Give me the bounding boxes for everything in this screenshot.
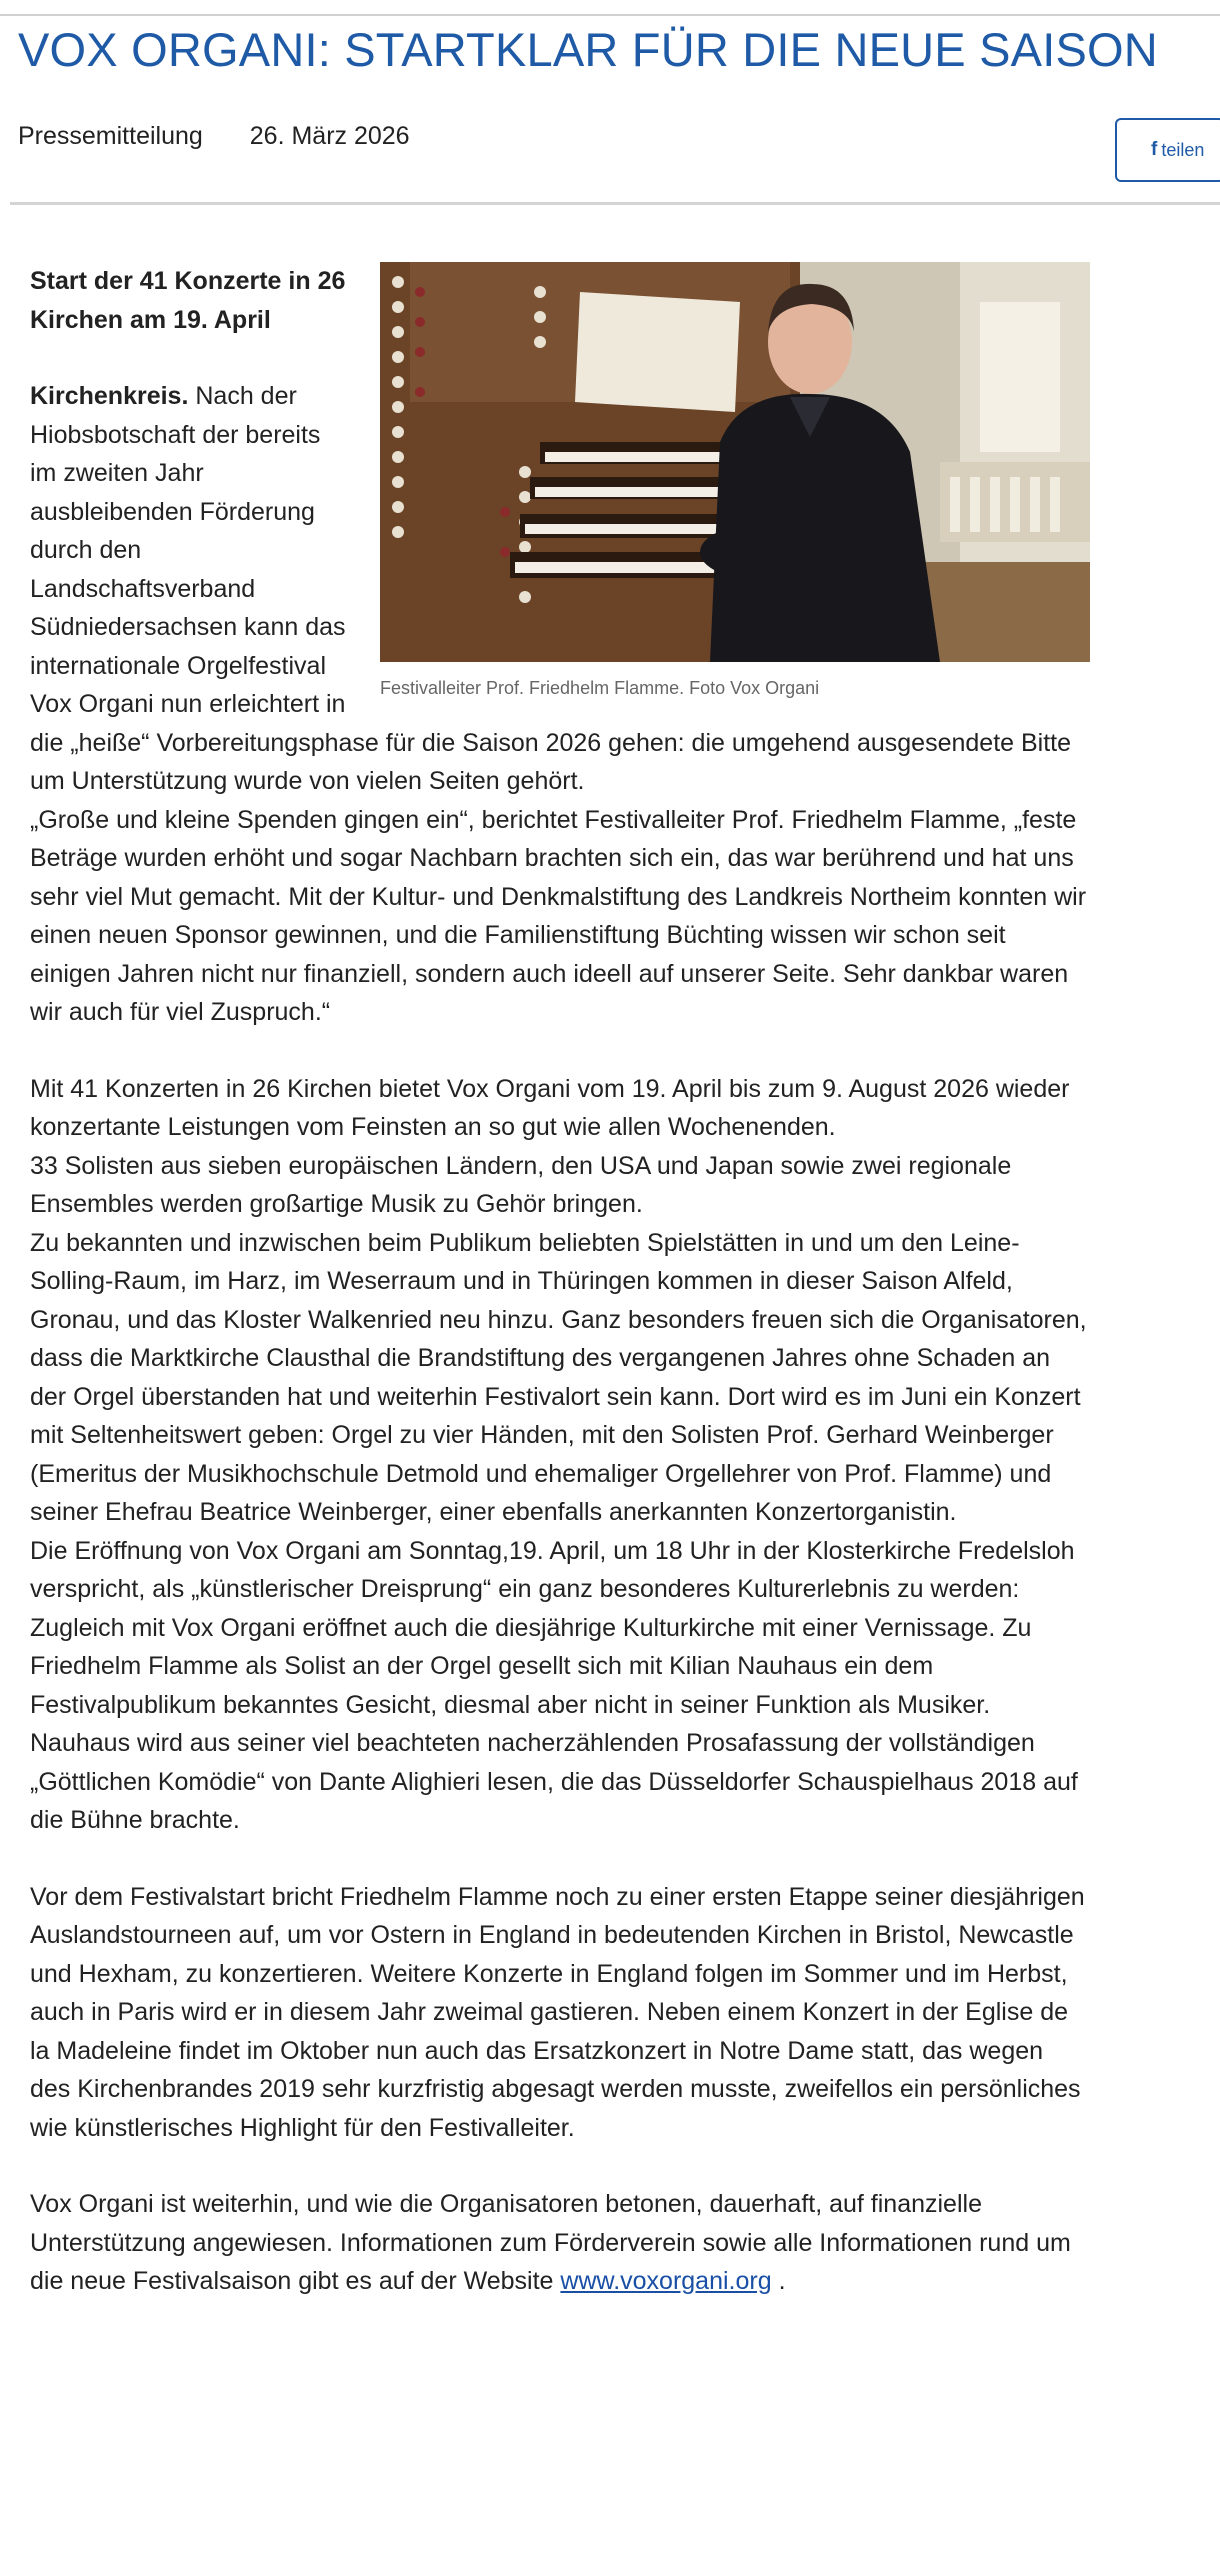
organist-photo xyxy=(380,262,1090,662)
paragraph-7: Vor dem Festivalstart bricht Friedhelm Flamme noch zu einer ersten Etappe seiner diesjährigen Auslandstourneen auf, um vor Ostern in England in bedeutenden Kirchen in Bristol, Newcastle und Hexham, zu konzertieren. Weitere Konzerte in England folgen im Sommer und im Herbst, auch in Paris wird er in diesem Jahr zweimal gastieren. Neben einem Konzert in der Eglise de la Madeleine findet im Oktober nun auch das Ersatzkonzert in Notre Dame statt, das wegen des Kirchenbrandes 2019 sehr kurzfristig abgesagt werden musste, zweifellos ein persönliches wie künstlerisches Highlight für den Festivalleiter. xyxy=(30,1882,1085,2142)
paragraph-8-text: Vox Organi ist weiterhin, und wie die Organisatoren betonen, dauerhaft, auf finanzielle Unterstützung angewiesen. Informationen zum Förderverein sowie alle Informationen rund um die neue Festivalsaison gibt es auf der Website xyxy=(30,2190,1071,2295)
article-lead: Start der 41 Konzerte in 26 Kirchen am 19. April xyxy=(30,267,346,334)
facebook-icon: f xyxy=(1151,139,1158,160)
page-title: VOX ORGANI: STARTKLAR FÜR DIE NEUE SAISON xyxy=(18,23,1158,76)
article-category: Pressemitteilung xyxy=(18,122,203,150)
article-date: 26. März 2026 xyxy=(249,122,410,150)
paragraph-8 xyxy=(30,2185,1090,2301)
paragraph-5: Zu bekannten und inzwischen beim Publikum beliebten Spielstätten in und um den Leine-Solling-Raum, im Harz, im Weserraum und in Thüringen kommen in dieser Saison Alfeld, Gronau, und das Kloster Walkenried neu hinzu. Ganz besonders freuen sich die Organisatoren, dass die Marktkirche Clausthal die Brandstiftung des vergangenen Jahres ohne Schaden an der Orgel überstanden hat und weiterhin Festivalort sein kann. Dort wird es im Juni ein Konzert mit Seltenheitswert geben: Orgel zu vier Händen, mit den Solisten Prof. Gerhard Weinberger (Emeritus der Musikhochschule Detmold und ehemaliger Orgellehrer von Prof. Flamme) und seiner Ehefrau Beatrice Weinberger, einer ebenfalls anerkannten Konzertorganistin. xyxy=(30,1228,1087,1526)
article-meta xyxy=(18,122,410,151)
paragraph-2: „Große und kleine Spenden gingen ein“, berichtet Festivalleiter Prof. Friedhelm Flamme, „feste Beträge wurden erhöht und sogar Nachbarn brachten sich ein, das war berührend und hat uns sehr viel Mut gemacht. Mit der Kultur- und Denkmalstiftung des Landkreis Northeim konnten wir einen neuen Sponsor gewinnen, und die Familienstiftung Büchting wissen wir schon seit einigen Jahren nicht nur finanziell, sondern auch ideell auf unserer Seite. Sehr dankbar waren wir auch für viel Zuspruch.“ xyxy=(30,805,1087,1026)
website-link[interactable]: www.voxorgani.org xyxy=(560,2267,772,2295)
paragraph-1-text: Nach der Hiobsbotschaft der bereits im zweiten Jahr ausbleibenden Förderung durch den Landschaftsverband Südniedersachsen kann das internationale Orgelfestival Vox Organi nun erleichtert in die „heiße“ Vorbereitungsphase für die Saison 2026 gehen: die umgehend ausgesendete Bitte um Unterstützung wurde von vielen Seiten gehört. xyxy=(30,382,1072,795)
dateline: Kirchenkreis. xyxy=(30,382,189,410)
paragraph-4: 33 Solisten aus sieben europäischen Ländern, den USA und Japan sowie zwei regionale Ensembles werden großartige Musik zu Gehör bringen. xyxy=(30,1151,1012,1218)
photo-caption: Festivalleiter Prof. Friedhelm Flamme. Foto Vox Organi xyxy=(380,678,820,698)
article-body xyxy=(30,262,1090,2301)
paragraph-6: Die Eröffnung von Vox Organi am Sonntag,19. April, um 18 Uhr in der Klosterkirche Fredelsloh verspricht, als „künstlerischer Dreisprung“ ein ganz besonderes Kulturerlebnis zu werden: Zugleich mit Vox Organi eröffnet auch die diesjährige Kulturkirche mit einer Vernissage. Zu Friedhelm Flamme als Solist an der Orgel gesellt sich mit Kilian Nauhaus ein dem Festivalpublikum bekanntes Gesicht, diesmal aber nicht in seiner Funktion als Musiker. Nauhaus wird aus seiner viel beachteten nacherzählenden Prosafassung der vollständigen „Göttlichen Komödie“ von Dante Alighieri lesen, die das Düsseldorfer Schauspielhaus 2018 auf die Bühne brachte. xyxy=(30,1536,1078,1834)
header-divider xyxy=(10,202,1220,205)
top-divider xyxy=(0,14,1220,16)
share-label: teilen xyxy=(1161,139,1205,160)
share-button[interactable] xyxy=(1115,118,1220,182)
paragraph-3: Mit 41 Konzerten in 26 Kirchen bietet Vox Organi vom 19. April bis zum 9. August 2026 wieder konzertante Leistungen vom Feinsten an so gut wie allen Wochenenden. xyxy=(30,1074,1070,1141)
article-figure xyxy=(380,262,1090,700)
paragraph-8-end: . xyxy=(771,2267,786,2295)
